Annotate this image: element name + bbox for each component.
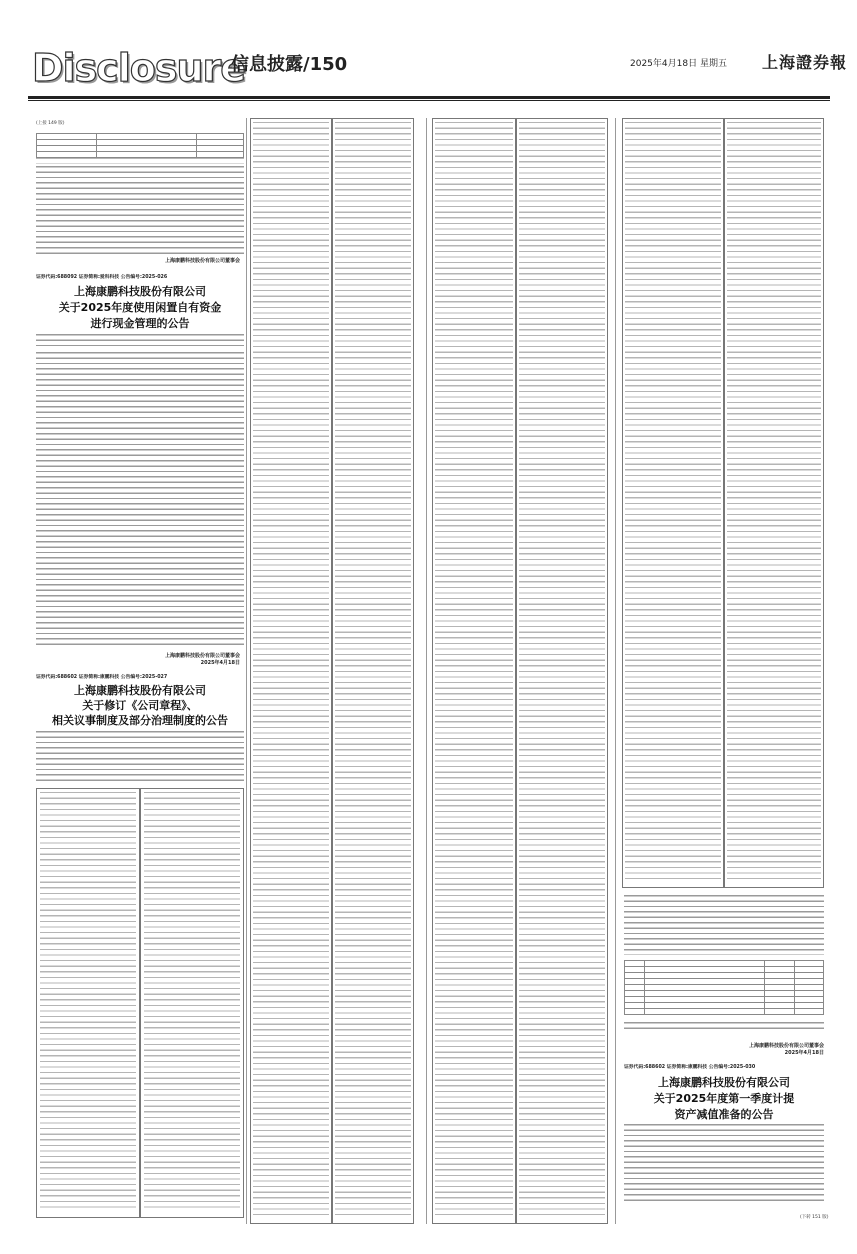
notice-body-2-intro bbox=[36, 731, 244, 783]
intro-text-block bbox=[36, 166, 244, 254]
notice-title-line2: 进行现金管理的公告 bbox=[90, 317, 190, 330]
table-note bbox=[36, 158, 244, 164]
notice-title-line2: 资产减值准备的公告 bbox=[674, 1108, 774, 1121]
comparison-right-text bbox=[144, 792, 240, 1212]
page-number: /150 bbox=[303, 54, 348, 75]
notice-body-3 bbox=[624, 1140, 824, 1202]
notice-code: 证券代码:688602 证券简称:康鹏科技 公告编号:2025-027 bbox=[36, 675, 168, 680]
notice-company: 上海康鹏科技股份有限公司 bbox=[658, 1076, 790, 1089]
notice-code: 证券代码:688092 证券简称:爱科科技 公告编号:2025-026 bbox=[36, 275, 168, 280]
continued-from: (上接 149 版) bbox=[36, 121, 65, 126]
amendment-summary bbox=[624, 895, 824, 955]
column-divider bbox=[615, 118, 616, 1224]
notice-disclaimer bbox=[36, 334, 244, 346]
governance-table bbox=[624, 960, 824, 1015]
section-name: 信息披露 bbox=[231, 54, 303, 75]
brand-logo: Disclosure bbox=[32, 46, 246, 90]
amendment-note bbox=[624, 1022, 824, 1032]
table-col-f-text bbox=[727, 122, 821, 882]
table-col-e-text bbox=[625, 122, 721, 882]
masthead-rule-thin bbox=[28, 100, 830, 101]
comparison-left-text bbox=[40, 792, 136, 1212]
notice-title-line1: 关于修订《公司章程》、 bbox=[82, 699, 198, 712]
newspaper-name: 上海證券報 bbox=[762, 53, 848, 72]
masthead-rule bbox=[28, 96, 830, 99]
notice-company: 上海康鹏科技股份有限公司 bbox=[74, 285, 206, 298]
notice-code: 证券代码:688602 证券简称:康鹏科技 公告编号:2025-030 bbox=[624, 1065, 756, 1070]
masthead bbox=[0, 0, 857, 110]
section-title bbox=[231, 50, 347, 76]
notice-title-line2: 相关议事制度及部分治理制度的公告 bbox=[52, 714, 228, 727]
issue-date: 2025年4月18日 星期五 bbox=[630, 59, 727, 69]
column-divider bbox=[426, 118, 427, 1224]
table-col-c-text bbox=[435, 122, 513, 1218]
notice-date: 2025年4月18日 bbox=[200, 660, 240, 666]
notice-date: 2025年4月18日 bbox=[784, 1050, 824, 1056]
notice-company: 上海康鹏科技股份有限公司 bbox=[74, 684, 206, 697]
column-divider bbox=[246, 118, 247, 1224]
top-table bbox=[36, 133, 244, 158]
table-col-d-text bbox=[519, 122, 605, 1218]
continued-to: (下转 151 版) bbox=[800, 1215, 829, 1220]
notice-title-line1: 关于2025年度第一季度计提 bbox=[653, 1092, 795, 1105]
notice-body-1 bbox=[36, 352, 244, 648]
notice-disclaimer bbox=[624, 1124, 824, 1136]
table-col-b-text bbox=[335, 122, 411, 1218]
notice-board: 上海康鹏科技股份有限公司董事会 bbox=[164, 653, 240, 659]
notice-board: 上海康鹏科技股份有限公司董事会 bbox=[748, 1043, 824, 1049]
notice-title-line1: 关于2025年度使用闲置自有资金 bbox=[58, 301, 222, 314]
table-col-a-text bbox=[253, 122, 329, 1218]
company-sign-0: 上海康鹏科技股份有限公司董事会 bbox=[164, 258, 240, 264]
